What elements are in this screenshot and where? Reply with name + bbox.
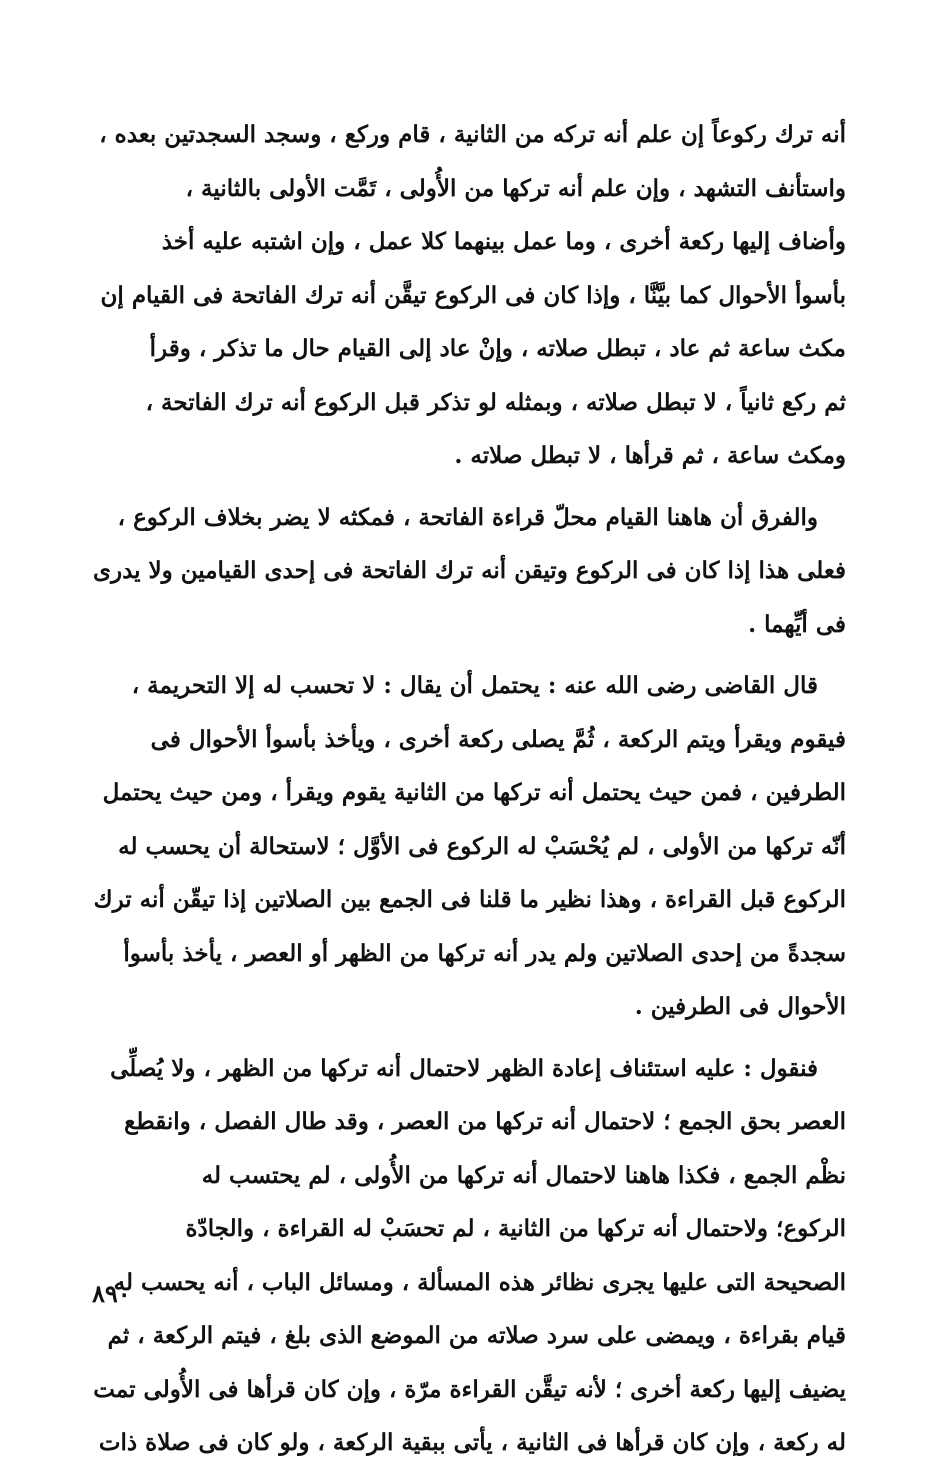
text-line: بأسوأ الأحوال كما بيَّنَّا ، وإذا كان فى الركوع تيقَّن أنه ترك الفاتحة فى القيام إن <box>100 281 846 309</box>
text-line: الركوع قبل القراءة ، وهذا نظير ما قلنا فى الجمع بين الصلاتين إذا تيقّن أنه ترك <box>93 886 846 913</box>
paragraph-1 <box>92 108 846 483</box>
paragraph-gap <box>92 483 846 491</box>
text-line: قال القاضى رضى الله عنه : يحتمل أن يقال : لا تحسب له إلا التحريمة ، <box>131 672 818 699</box>
paragraph-gap <box>92 1034 846 1042</box>
text-line: ثم ركع ثانياً ، لا تبطل صلاته ، وبمثله لو تذكر قبل الركوع أنه ترك الفاتحة ، <box>145 388 846 416</box>
page-number: ٨٩٠ <box>92 1279 131 1308</box>
paragraph-2 <box>92 491 846 652</box>
text-line: له ركعة ، وإن كان قرأها فى الثانية ، يأتى ببقية الركعة ، ولو كان فى صلاة ذات <box>98 1429 846 1456</box>
text-line: والفرق أن هاهنا القيام محلّ قراءة الفاتحة ، فمكثه لا يضر بخلاف الركوع ، <box>117 503 818 531</box>
body-text <box>92 108 846 1470</box>
text-line: أنّه تركها من الأولى ، لم يُحْسَبْ له الركوع فى الأوَّل ؛ لاستحالة أن يحسب له <box>118 832 846 860</box>
text-line: فيقوم ويقرأ ويتم الركعة ، ثُمَّ يصلى ركعة أخرى ، ويأخذ بأسوأ الأحوال فى <box>150 725 846 753</box>
text-line: مكث ساعة ثم عاد ، تبطل صلاته ، وإنْ عاد إلى القيام حال ما تذكر ، وقرأ <box>149 335 846 362</box>
text-line: قيام بقراءة ، ويمضى على سرد صلاته من الموضع الذى بلغ ، فيتم الركعة ، ثم <box>107 1322 846 1349</box>
text-line: واستأنف التشهد ، وإن علم أنه تركها من الأُولى ، تَمَّت الأولى بالثانية ، <box>185 174 846 202</box>
paragraph-4 <box>92 1042 846 1470</box>
text-line: سجدةً من إحدى الصلاتين ولم يدر أنه تركها من الظهر أو العصر ، يأخذ بأسوأ <box>123 939 846 967</box>
text-line: فى أيِّهما . <box>748 610 846 638</box>
text-line: ومكث ساعة ، ثم قرأها ، لا تبطل صلاته . <box>454 442 846 469</box>
text-line: فنقول : عليه استئناف إعادة الظهر لاحتمال أنه تركها من الظهر ، ولا يُصلِّى <box>110 1054 818 1082</box>
text-line: الأحوال فى الطرفين . <box>634 993 846 1020</box>
text-line: فعلى هذا إذا كان فى الركوع وتيقن أنه ترك الفاتحة فى إحدى القيامين ولا يدرى <box>92 557 846 584</box>
text-line: أنه ترك ركوعاً إن علم أنه تركه من الثانية ، قام وركع ، وسجد السجدتين بعده ، <box>99 121 846 148</box>
text-line: وأضاف إليها ركعة أخرى ، وما عمل بينهما كلا عمل ، وإن اشتبه عليه أخذ <box>161 228 846 255</box>
paragraph-3 <box>92 659 846 1034</box>
text-line: الركوع؛ ولاحتمال أنه تركها من الثانية ، لم تحسَبْ له القراءة ، والجادّة <box>185 1215 846 1242</box>
text-line: نظْم الجمع ، فكذا هاهنا لاحتمال أنه تركها من الأُولى ، لم يحتسب له <box>201 1161 846 1189</box>
text-line: الطرفين ، فمن حيث يحتمل أنه تركها من الثانية يقوم ويقرأ ، ومن حيث يحتمل <box>102 779 846 806</box>
text-line: الصحيحة التى عليها يجرى نظائر هذه المسألة ، ومسائل الباب ، أنه يحسب له <box>113 1268 846 1296</box>
text-line: يضيف إليها ركعة أخرى ؛ لأنه تيقَّن القراءة مرّة ، وإن كان قرأها فى الأُولى تمت <box>93 1375 846 1403</box>
paragraph-gap <box>92 651 846 659</box>
text-line: العصر بحق الجمع ؛ لاحتمال أنه تركها من العصر ، وقد طال الفصل ، وانقطع <box>124 1108 846 1135</box>
